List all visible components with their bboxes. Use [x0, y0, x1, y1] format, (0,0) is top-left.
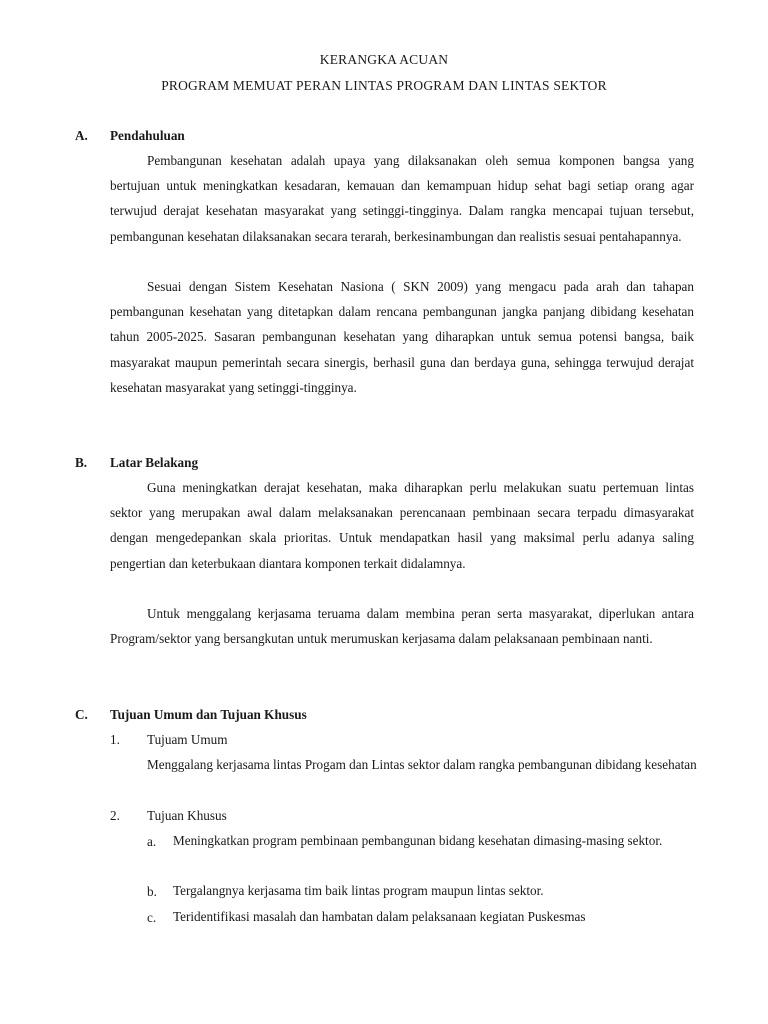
list-item-1-body: Menggalang kerjasama lintas Progam dan Lintas sektor dalam rangka pembangunan dibidang kesehatan: [147, 757, 697, 772]
section-a-paragraph-1: Pembangunan kesehatan adalah upaya yang dilaksanakan oleh semua komponen bangsa yang bertujuan untuk meningkatkan kesadaran, kemauan dan kemampuan hidup sehat bagi setiap orang agar terwujud derajat kesehatan masyarakat yang setinggi-tingginya. Dalam rangka mencapai tujuan tersebut, pembangunan kesehatan dilaksanakan secara terarah, berkesinambungan dan realistis sesuai pentahapannya.: [110, 153, 694, 244]
list-item-1-label: Tujuam Umum: [147, 732, 228, 747]
list-item-2-number: 2.: [110, 808, 120, 823]
subitem-c-letter: c.: [147, 910, 157, 925]
document-subtitle: PROGRAM MEMUAT PERAN LINTAS PROGRAM DAN LINTAS SEKTOR: [161, 78, 607, 93]
section-b-heading: Latar Belakang: [110, 455, 199, 470]
subitem-a-letter: a.: [147, 834, 157, 849]
subitem-b-text: Tergalangnya kerjasama tim baik lintas program maupun lintas sektor.: [173, 883, 544, 898]
subitem-b-letter: b.: [147, 884, 157, 899]
section-b-paragraph-2: Untuk menggalang kerjasama teruama dalam membina peran serta masyarakat, diperlukan antara Program/sektor yang bersangkutan untuk merumuskan kerjasama dalam pelaksanaan pembinaan nanti.: [110, 606, 694, 647]
section-a-paragraph-2: Sesuai dengan Sistem Kesehatan Nasiona ( SKN 2009) yang mengacu pada arah dan tahapan pembangunan kesehatan yang ditetapkan dalam rencana pembangunan jangka panjang dibidang kesehatan tahun 2005-2025. Sasaran pembangunan kesehatan yang diharapkan untuk semua potensi bangsa, baik masyarakat maupun pemerintah secara sinergis, berhasil guna dan berdaya guna, sehingga terwujud derajat kesehatan masyarakat yang setinggi-tingginya.: [110, 279, 694, 395]
section-b-letter: B.: [75, 455, 88, 470]
section-a-letter: A.: [75, 128, 88, 143]
subitem-a-text: Meningkatkan program pembinaan pembangunan bidang kesehatan dimasing-masing sektor.: [173, 833, 663, 848]
list-item-2-label: Tujuan Khusus: [147, 808, 227, 823]
section-c-heading: Tujuan Umum dan Tujuan Khusus: [110, 707, 307, 722]
section-c-letter: C.: [75, 707, 88, 722]
document-title: KERANGKA ACUAN: [319, 52, 449, 67]
section-b-paragraph-1: Guna meningkatkan derajat kesehatan, maka diharapkan perlu melakukan suatu pertemuan lintas sektor yang merupakan awal dalam melaksanakan perencanaan pembinaan secara terpadu dimasyarakat dengan mengedepankan skala prioritas. Untuk mendapatkan hasil yang maksimal perlu adanya saling pengertian dan keterbukaan diantara komponen terkait didalamnya.: [110, 480, 694, 571]
section-a-heading: Pendahuluan: [110, 128, 185, 143]
subitem-c-text: Teridentifikasi masalah dan hambatan dalam pelaksanaan kegiatan Puskesmas: [173, 909, 586, 924]
list-item-1-number: 1.: [110, 732, 120, 747]
